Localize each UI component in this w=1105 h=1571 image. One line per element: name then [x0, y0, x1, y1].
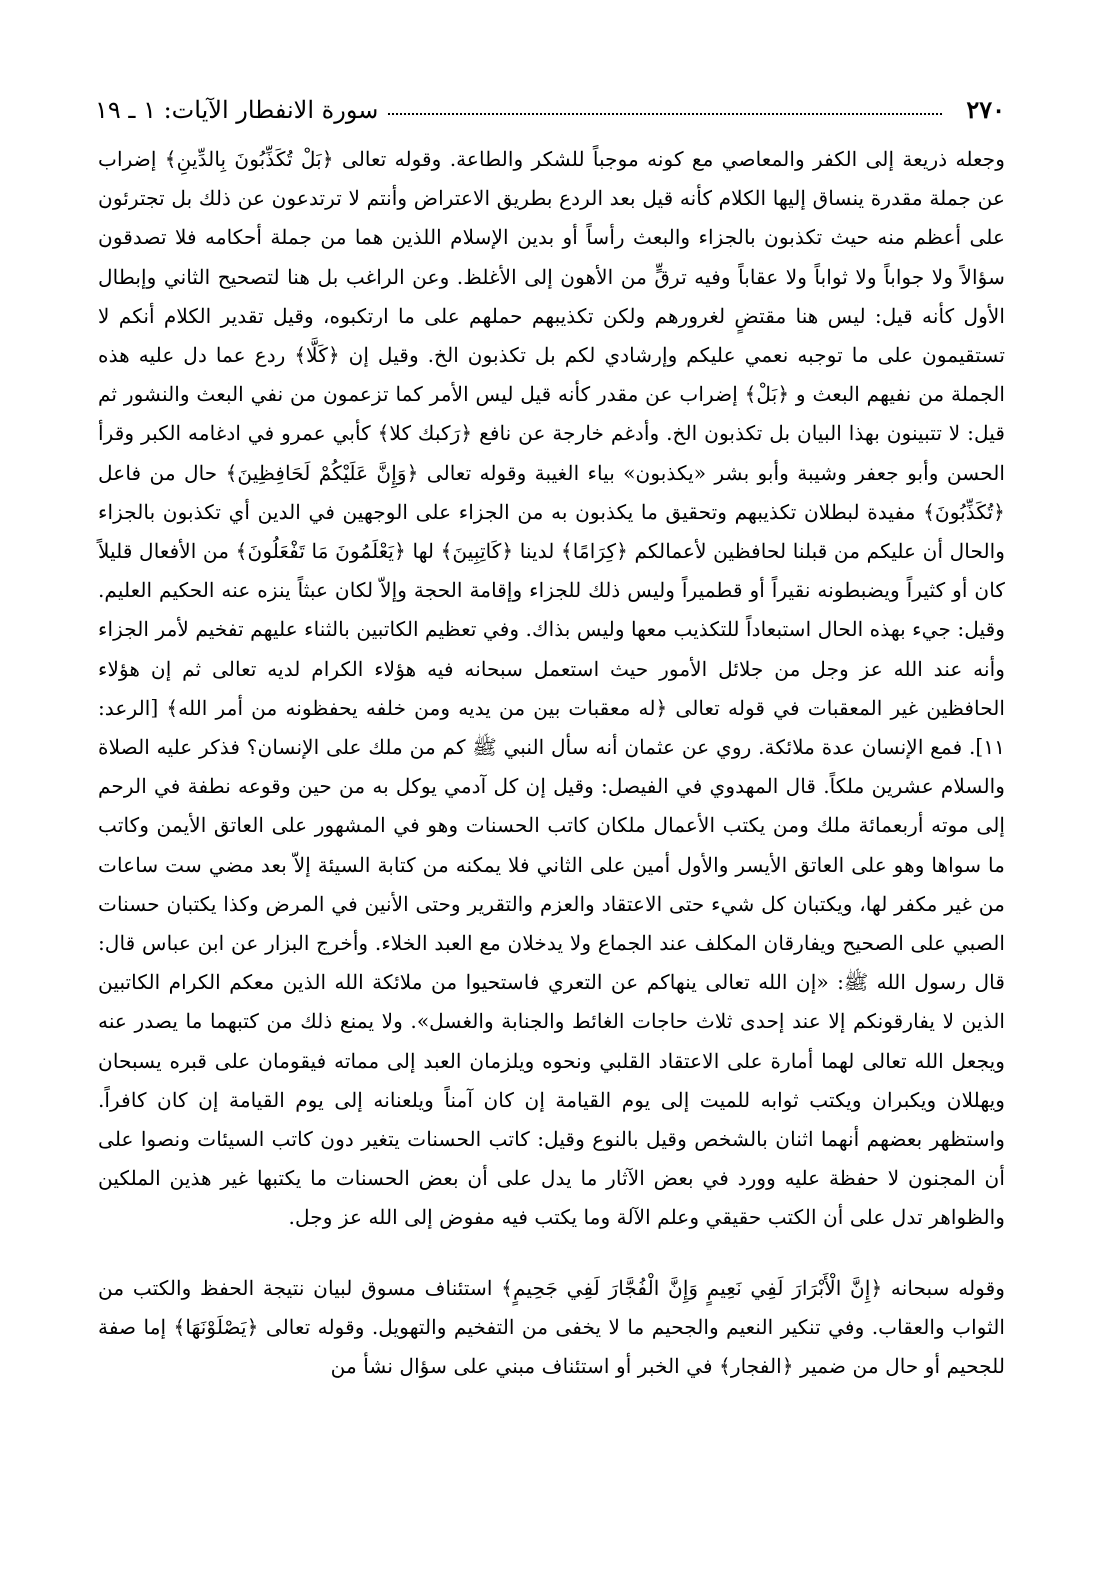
body-paragraph: وقوله سبحانه ﴿إِنَّ الْأَبْرَارَ لَفِي نَعِيمٍ وَإِنَّ الْفُجَّارَ لَفِي جَحِيمٍ﴾ استئناف مسوق لبيان نتيجة الحفظ والكتب من الثواب والعقاب. وفي تنكير النعيم والجحيم ما لا يخفى من التفخيم والتهويل. وقوله تعالى ﴿يَصْلَوْنَهَا﴾ إما صفة للجحيم أو حال من ضمير ﴿الفجار﴾ في الخبر أو استئناف مبني على سؤال نشأ من	[98, 1275, 1005, 1379]
header-dotted-leader	[388, 113, 942, 115]
body-paragraph: وجعله ذريعة إلى الكفر والمعاصي مع كونه موجباً للشكر والطاعة. وقوله تعالى ﴿بَلْ تُكَذِّبُونَ بِالدِّينِ﴾ إضراب عن جملة مقدرة ينساق إليها الكلام كأنه قيل بعد الردع بطريق الاعتراض وأنتم لا ترتدعون عن ذلك بل تجترئون على أعظم منه حيث تكذبون بالجزاء والبعث رأساً أو بدين الإسلام اللذين هما من جملة أحكامه فلا تصدقون سؤالاً ولا جواباً ولا ثواباً ولا عقاباً وفيه ترقٍّ من الأهون إلى الأغلظ. وعن الراغب بل هنا لتصحيح الثاني وإبطال الأول كأنه قيل: ليس هنا مقتضٍ لغرورهم ولكن تكذيبهم حملهم على ما ارتكبوه، وقيل تقدير الكلام أنكم لا تستقيمون على ما توجبه نعمي عليكم وإرشادي لكم بل تكذبون الخ. وقيل إن ﴿كَلَّا﴾ ردع عما دل عليه هذه الجملة من نفيهم البعث و ﴿بَلْ﴾ إضراب عن مقدر كأنه قيل ليس الأمر كما تزعمون من نفي البعث والنشور ثم قيل: لا تتبينون بهذا البيان بل تكذبون الخ. وأدغم خارجة عن نافع ﴿رَكبك كلا﴾ كأبي عمرو في ادغامه الكبر وقرأ الحسن وأبو جعفر وشيبة وأبو بشر «يكذبون» بياء الغيبة وقوله تعالى ﴿وَإِنَّ عَلَيْكُمْ لَحَافِظِينَ﴾ حال من فاعل ﴿تُكَذِّبُونَ﴾ مفيدة لبطلان تكذيبهم وتحقيق ما يكذبون به من الجزاء على الوجهين في الدين أي تكذبون بالجزاء والحال أن عليكم من قبلنا لحافظين لأعمالكم ﴿كِرَامًا﴾ لدينا ﴿كَاتِبِينَ﴾ لها ﴿يَعْلَمُونَ مَا تَفْعَلُونَ﴾ من الأفعال قليلاً كان أو كثيراً ويضبطونه نقيراً أو قطميراً وليس ذلك للجزاء وإقامة الحجة وإلاّ لكان عبثاً ينزه عنه الحكيم العليم. وقيل: جيء بهذه الحال استبعاداً للتكذيب معها وليس بذاك. وفي تعظيم الكاتبين بالثناء عليهم تفخيم لأمر الجزاء وأنه عند الله عز وجل من جلائل الأمور حيث استعمل سبحانه فيه هؤلاء الكرام لديه تعالى ثم إن هؤلاء الحافظين غير المعقبات في قوله تعالى ﴿له معقبات بين من يديه ومن خلفه يحفظونه من أمر الله﴾ [الرعد: ١١]. فمع الإنسان عدة ملائكة. روي عن عثمان أنه سأل النبي ﷺ كم من ملك على الإنسان؟ فذكر عليه الصلاة والسلام عشرين ملكاً. قال المهدوي في الفيصل: وقيل إن كل آدمي يوكل به من حين وقوعه نطفة في الرحم إلى موته أربعمائة ملك ومن يكتب الأعمال ملكان كاتب الحسنات وهو في المشهور على العاتق الأيمن وكاتب ما سواها وهو على العاتق الأيسر والأول أمين على الثاني فلا يمكنه من كتابة السيئة إلاّ بعد مضي ست ساعات من غير مكفر لها، ويكتبان كل شيء حتى الاعتقاد والعزم والتقرير وحتى الأنين في المرض وكذا يكتبان حسنات الصبي على الصحيح ويفارقان المكلف عند الجماع ولا يدخلان مع العبد الخلاء. وأخرج البزار عن ابن عباس قال: قال رسول الله ﷺ: «إن الله تعالى ينهاكم عن التعري فاستحيوا من ملائكة الله الذين معكم الكرام الكاتبين الذين لا يفارقونكم إلا عند إحدى ثلاث حاجات الغائط والجنابة والغسل». ولا يمنع ذلك من كتبهما ما يصدر عنه ويجعل الله تعالى لهما أمارة على الاعتقاد القلبي ونحوه ويلزمان العبد إلى مماته فيقومان على قبره يسبحان ويهللان ويكبران ويكتب ثوابه للميت إلى يوم القيامة إن كان آمناً ويلعنانه إلى يوم القيامة إن كان كافراً. واستظهر بعضهم أنهما اثنان بالشخص وقيل بالنوع وقيل: كاتب الحسنات يتغير دون كاتب السيئات ونصوا على أن المجنون لا حفظة عليه وورد في بعض الآثار ما يدل على أن بعض الحسنات ما يكتبها غير هذين الملكين والظواهر تدل على أن الكتب حقيقي وعلم الآلة وما يكتب فيه مفوض إلى الله عز وجل.	[98, 147, 1005, 1230]
surah-title: سورة الانفطار الآيات: ١ ـ ١٩	[95, 96, 379, 124]
page-number: ٢٧٠	[966, 95, 1005, 124]
page-header	[95, 88, 1005, 124]
page-body	[98, 140, 1005, 1386]
